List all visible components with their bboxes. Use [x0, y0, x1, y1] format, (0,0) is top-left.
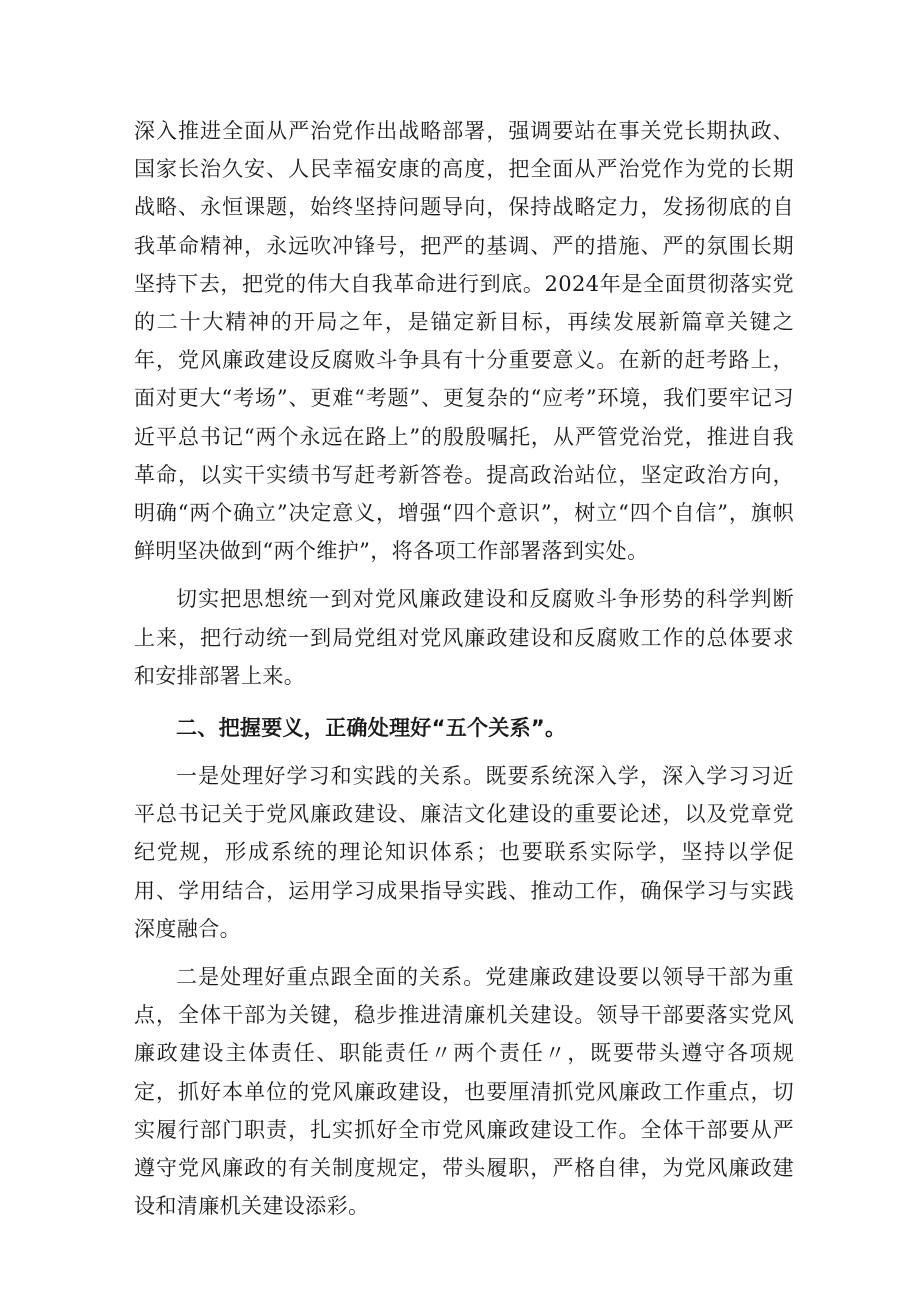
- document-body: [134, 112, 794, 1225]
- body-paragraph-1: 深入推进全面从严治党作出战略部署，强调要站在事关党长期执政、国家长治久安、人民幸福安康的高度，把全面从严治党作为党的长期战略、永恒课题，始终坚持问题导向，保持战略定力，发扬彻底的自我革命精神，永远吹冲锋号，把严的基调、严的措施、严的氛围长期坚持下去，把党的伟大自我革命进行到底。2024年是全面贯彻落实党的二十大精神的开局之年，是锚定新目标，再续发展新篇章关键之年，党风廉政建设反腐败斗争具有十分重要意义。在新的赶考路上，面对更大“考场”、更难“考题”、更复杂的“应考”环境，我们要牢记习近平总书记“两个永远在路上”的殷殷嘱托，从严管党治党，推进自我革命，以实干实绩书写赶考新答卷。提高政治站位，坚定政治方向，明确“两个确立”决定意义，增强“四个意识”，树立“四个自信”，旗帜鲜明坚决做到“两个维护”，将各项工作部署落到实处。: [134, 119, 794, 564]
- body-paragraph-2: 切实把思想统一到对党风廉政建设和反腐败斗争形势的科学判断上来，把行动统一到局党组对党风廉政建设和反腐败工作的总体要求和安排部署上来。: [134, 587, 794, 688]
- section-paragraph-1: 一是处理好学习和实践的关系。既要系统深入学，深入学习习近平总书记关于党风廉政建设、廉洁文化建设的重要论述，以及党章党纪党规，形成系统的理论知识体系；也要联系实际学，坚持以学促用、学用结合，运用学习成果指导实践、推动工作，确保学习与实践深度融合。: [134, 764, 794, 941]
- section-heading: 二、把握要义，正确处理好“五个关系”。: [176, 716, 567, 741]
- section-paragraph-2: 二是处理好重点跟全面的关系。党建廉政建设要以领导干部为重点，全体干部为关键，稳步推进清廉机关建设。领导干部要落实党风廉政建设主体责任、职能责任〃两个责任〃，既要带头遵守各项规定，抓好本单位的党风廉政建设，也要厘清抓党风廉政工作重点，切实履行部门职责，扎实抓好全市党风廉政建设工作。全体干部要从严遵守党风廉政的有关制度规定，带头履职，严格自律，为党风廉政建设和清廉机关建设添彩。: [134, 965, 794, 1219]
